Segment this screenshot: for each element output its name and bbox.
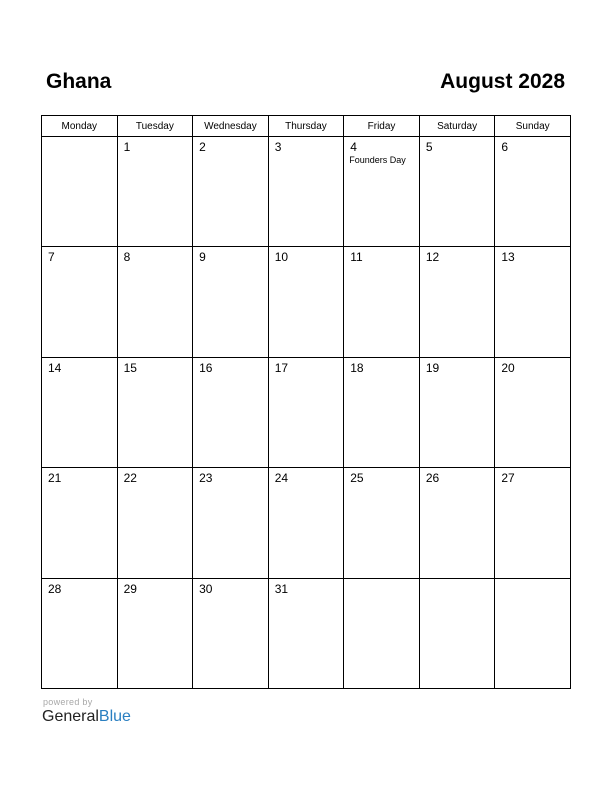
weekday-header: Friday [344,116,420,137]
day-number: 10 [274,250,289,265]
weekday-header: Saturday [419,116,495,137]
day-cell [268,468,344,578]
day-cell [42,357,118,467]
day-cell [268,247,344,357]
day-number: 27 [501,471,515,486]
day-cell [117,578,193,688]
weekday-header: Tuesday [117,116,193,137]
day-number: 5 [425,140,433,154]
day-number: 19 [425,360,440,375]
week-row [42,578,571,688]
day-number: 12 [425,250,440,265]
day-cell [495,468,571,578]
day-number: 6 [501,140,509,154]
week-row [42,137,571,247]
day-cell [344,247,420,357]
weekday-header: Thursday [268,116,344,137]
day-number: 21 [48,471,62,486]
logo-blue-text: Blue [98,708,131,725]
day-cell [268,578,344,688]
weekday-header: Sunday [495,116,571,137]
day-cell [268,357,344,467]
day-cell [495,578,571,688]
day-cell [344,137,420,247]
day-number: 18 [350,360,364,375]
day-cell [419,578,495,688]
day-number: 30 [199,581,213,596]
day-cell [117,357,193,467]
day-cell [117,468,193,578]
day-cell [42,468,118,578]
day-number: 28 [48,581,62,596]
day-cell [268,137,344,247]
day-cell [117,247,193,357]
logo-general-text: General [42,708,99,725]
day-cell [193,468,269,578]
week-row [42,468,571,578]
weekday-header: Monday [42,116,118,137]
day-cell [42,137,118,247]
day-cell [344,468,420,578]
weekday-header-row [42,116,571,137]
day-number: 24 [274,471,289,486]
weekday-header: Wednesday [193,116,269,137]
day-number: 9 [199,250,206,265]
day-cell [419,137,495,247]
day-number: 25 [350,471,364,486]
powered-by-text: powered by [43,697,93,707]
holiday-label: Founders Day [349,155,406,165]
day-cell [344,578,420,688]
day-cell [495,357,571,467]
day-cell [42,578,118,688]
day-number: 2 [199,140,206,154]
month-year-title: August 2028 [440,70,565,93]
day-number: 13 [501,250,515,265]
day-cell [344,357,420,467]
week-row [42,247,571,357]
day-number: 11 [350,250,363,265]
day-number: 20 [501,360,515,375]
day-cell [193,357,269,467]
day-number: 17 [274,360,289,375]
day-cell [117,137,193,247]
day-number: 26 [425,471,440,486]
day-number: 15 [123,360,137,375]
country-title: Ghana [46,70,112,93]
day-cell [193,137,269,247]
day-cell [193,247,269,357]
day-number: 22 [123,471,137,486]
calendar-grid [41,115,571,689]
day-number: 7 [48,250,55,265]
day-number: 16 [199,360,213,375]
day-cell [193,578,269,688]
day-number: 1 [123,140,131,154]
day-number: 4 [350,140,357,154]
day-cell [419,357,495,467]
day-cell [419,247,495,357]
day-number: 29 [123,581,137,596]
day-number: 8 [123,250,131,265]
day-cell [419,468,495,578]
generalblue-logo [42,708,131,726]
day-number: 31 [274,581,289,596]
day-number: 3 [274,140,282,154]
week-row [42,357,571,467]
day-cell [495,137,571,247]
day-cell [495,247,571,357]
day-number: 23 [199,471,213,486]
day-cell [42,247,118,357]
day-number: 14 [48,360,62,375]
